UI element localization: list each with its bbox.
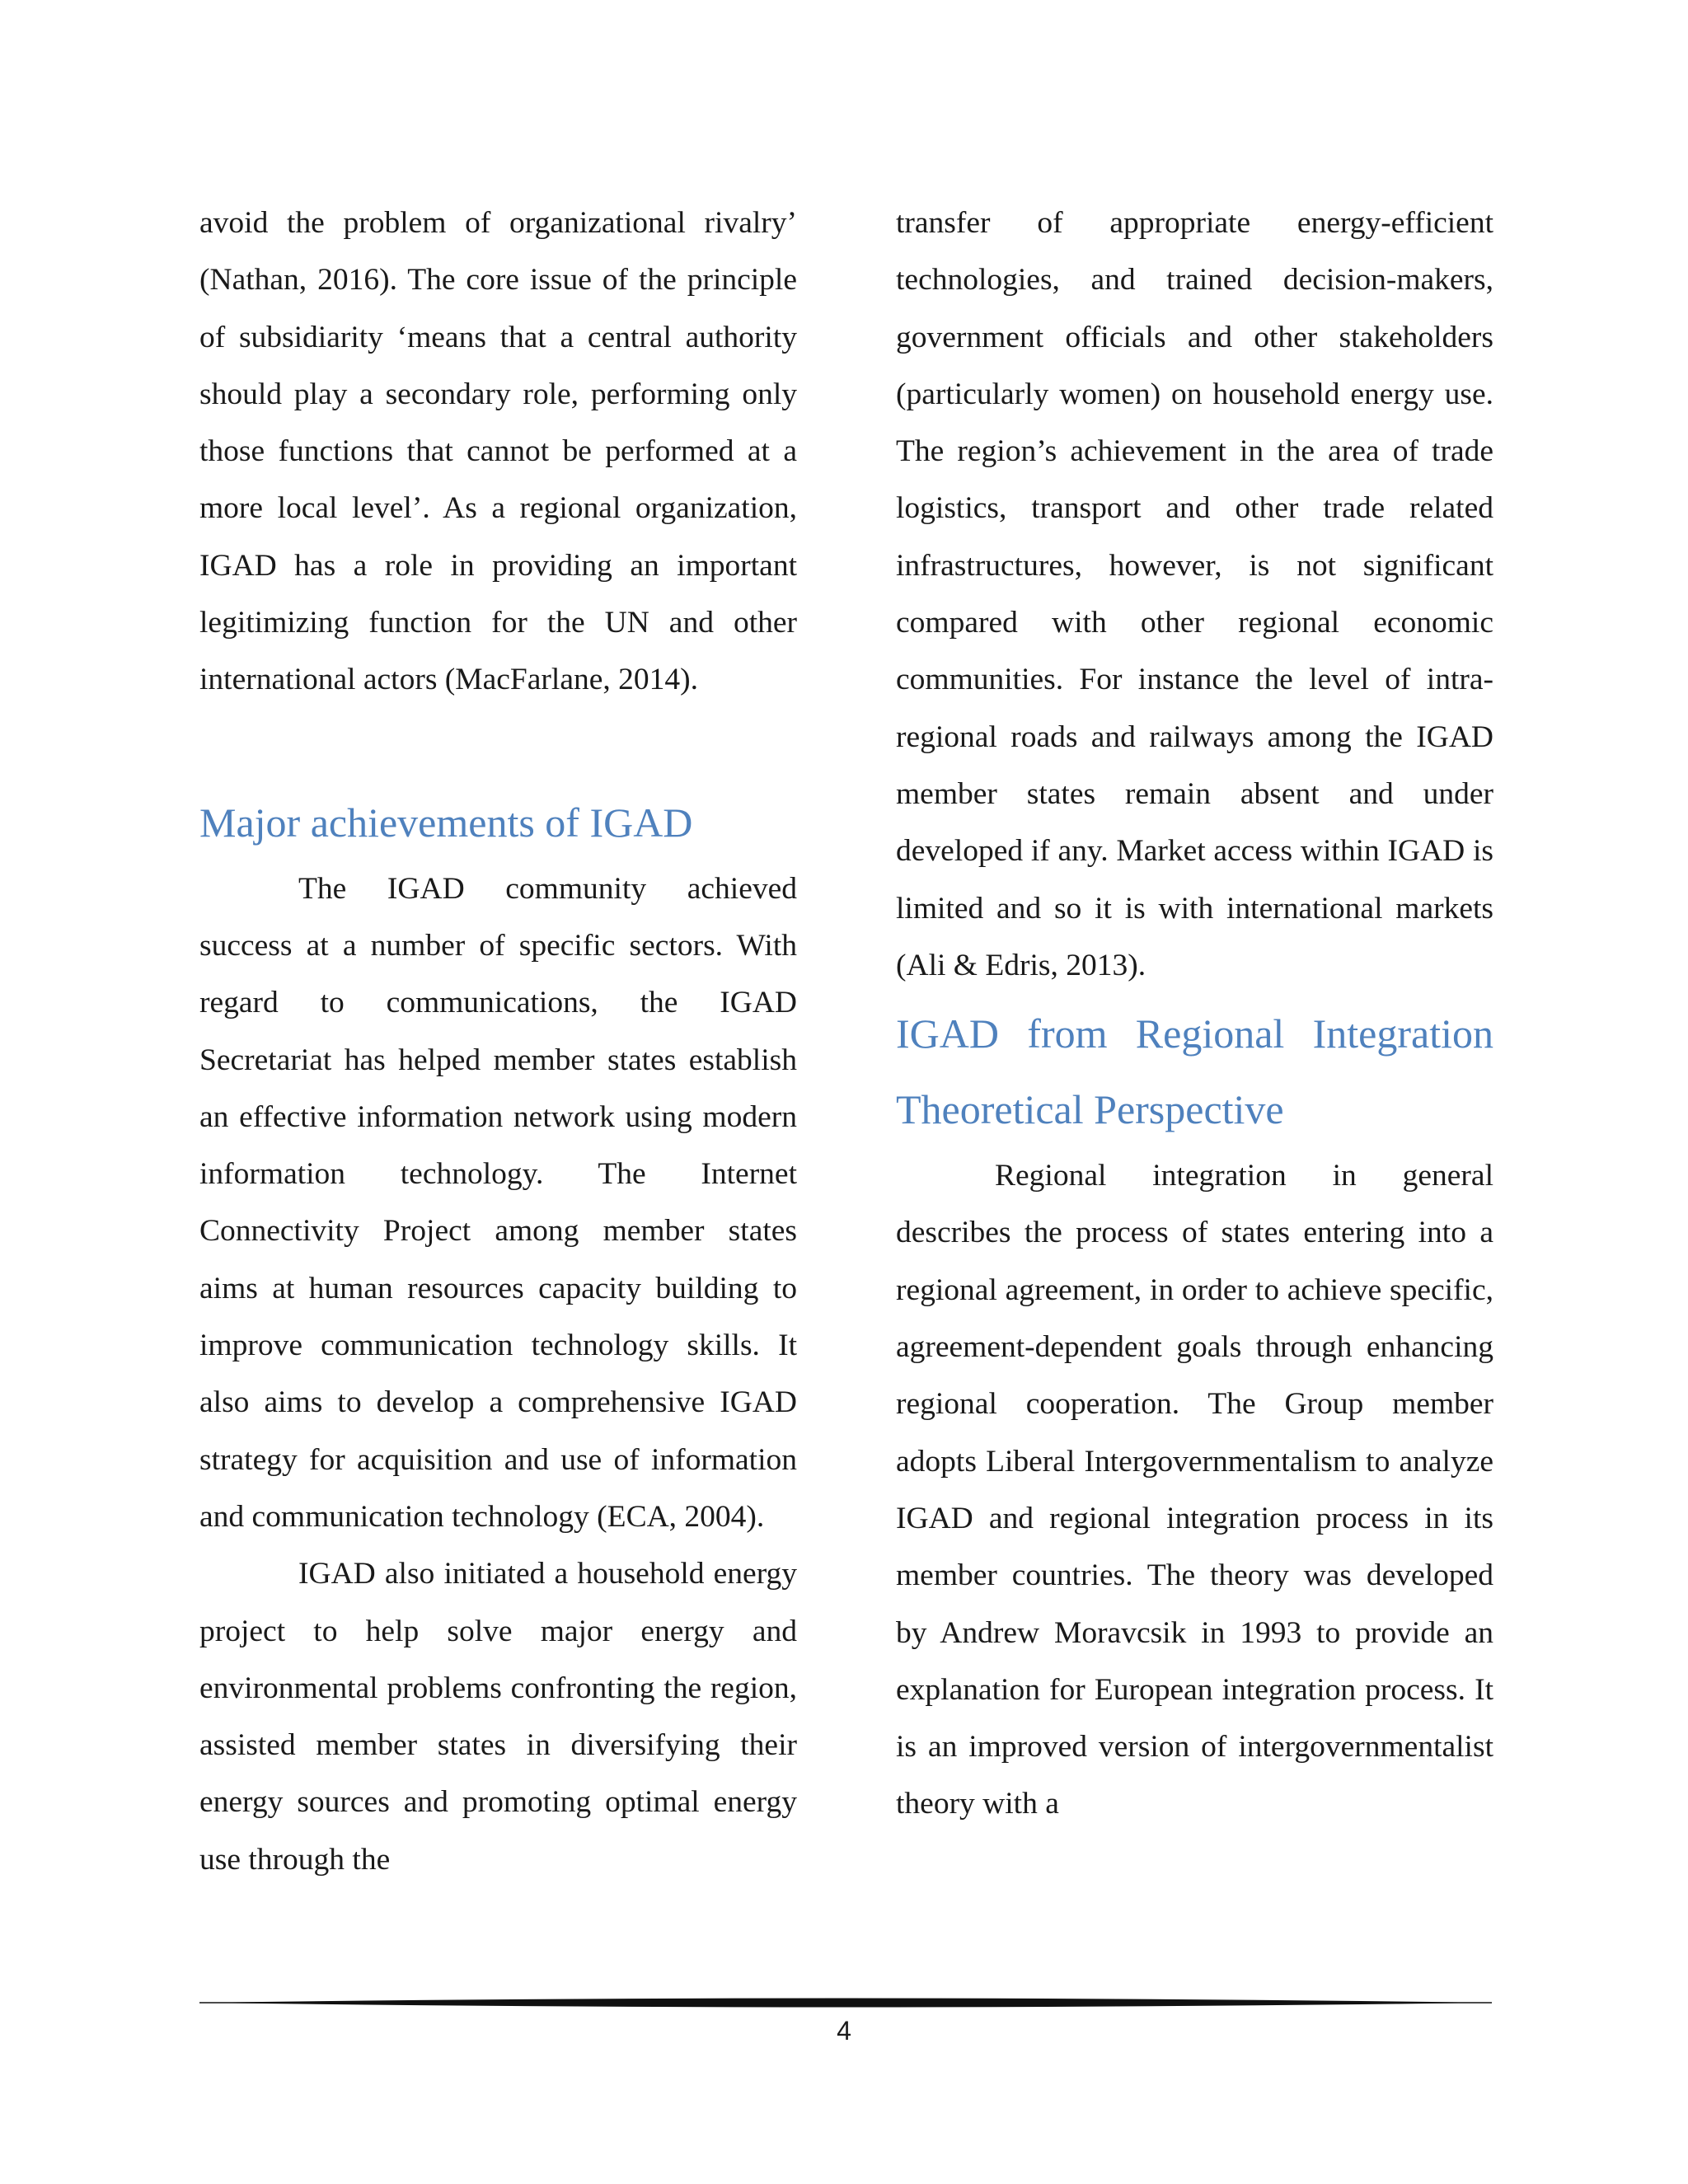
paragraph-regional-integration: Regional integration in general describes the process of states entering into a regional agreement, in order to achieve specific, agreement-dependent goals through enhancing regional cooperation. The Group member adopts Liberal Intergovernmentalism to analyze IGAD and regional integration process in its member countries. The theory was developed by Andrew Moravcsik in 1993 to provide an explanation for European integration process. It is an improved version of intergovernmentalist theory with a	[896, 1159, 1493, 1821]
paragraph-energy-continued: transfer of appropriate energy-efficient technologies, and trained decision-makers, government officials and other stakeholders (particularly women) on household energy use. The region’s achievement in the area of trade logistics, transport and other trade related infrastructures, however, is not significant compared with other regional economic communities. For instance the level of intra-regional roads and railways among the IGAD member states remain absent and under developed if any. Market access within IGAD is limited and so it is with international markets (Ali & Edris, 2013).	[896, 206, 1493, 982]
paragraph-intro: avoid the problem of organizational rivalry’ (Nathan, 2016). The core issue of the principle of subsidiarity ‘means that a central authority should play a secondary role, performing only those functions that cannot be performed at a more local level’. As a regional organization, IGAD has a role in providing an important legitimizing function for the UN and other international actors (MacFarlane, 2014).	[199, 206, 797, 697]
footer-divider	[199, 1997, 1492, 2008]
right-column	[896, 194, 1493, 1833]
heading-major-achievements: Major achievements of IGAD	[199, 799, 693, 846]
left-column	[199, 194, 797, 1888]
heading-regional-integration-theory: IGAD from Regional Integration Theoretical Perspective	[896, 1010, 1493, 1133]
page-number: 4	[837, 2016, 851, 2046]
paragraph-household-energy: IGAD also initiated a household energy project to help solve major energy and environmental problems confronting the region, assisted member states in diversifying their energy sources and promoting optimal energy use through the	[199, 1557, 797, 1877]
paragraph-communications: The IGAD community achieved success at a number of specific sectors. With regard to communications, the IGAD Secretariat has helped member states establish an effective information network using modern information technology. The Internet Connectivity Project among member states aims at human resources capacity building to improve communication technology skills. It also aims to develop a comprehensive IGAD strategy for acquisition and use of information and communication technology (ECA, 2004).	[199, 871, 797, 1534]
